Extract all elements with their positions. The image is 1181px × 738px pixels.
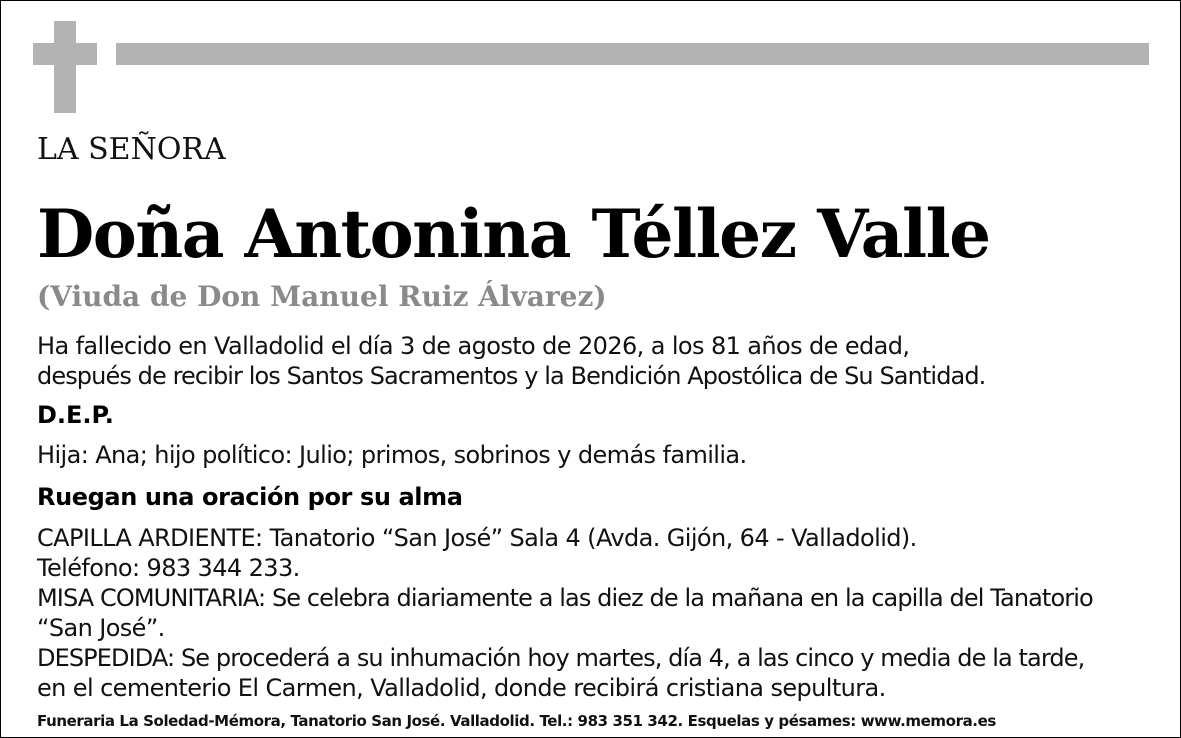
cross-icon-bar xyxy=(33,43,97,65)
chapel-line-2: Teléfono: 983 344 233. xyxy=(37,554,300,582)
deceased-name: Doña Antonina Téllez Valle xyxy=(37,195,990,273)
header-rule xyxy=(116,43,1149,65)
death-line-1: Ha fallecido en Valladolid el día 3 de agosto de 2026, a los 81 años de edad, xyxy=(37,332,910,360)
chapel-line-1: CAPILLA ARDIENTE: Tanatorio “San José” Sala 4 (Avda. Gijón, 64 - Valladolid). xyxy=(37,524,917,552)
mass-line-2: “San José”. xyxy=(37,614,165,642)
footer-contact: Funeraria La Soledad-Mémora, Tanatorio San José. Valladolid. Tel.: 983 351 342. Esquelas y pésames: www.memora.es xyxy=(37,712,996,730)
salutation: LA SEÑORA xyxy=(37,132,226,167)
cross-icon xyxy=(54,21,76,113)
mass-line-1: MISA COMUNITARIA: Se celebra diariamente a las diez de la mañana en la capilla del Tanatorio xyxy=(37,584,1093,612)
prayer-request: Ruegan una oración por su alma xyxy=(37,483,463,511)
widow-note: (Viuda de Don Manuel Ruiz Álvarez) xyxy=(37,280,607,313)
rip-label: D.E.P. xyxy=(37,401,114,429)
farewell-line-1: DESPEDIDA: Se procederá a su inhumación hoy martes, día 4, a las cinco y media de la tarde, xyxy=(37,644,1085,672)
farewell-line-2: en el cementerio El Carmen, Valladolid, donde recibirá cristiana sepultura. xyxy=(37,674,886,702)
death-line-2: después de recibir los Santos Sacramentos y la Bendición Apostólica de Su Santidad. xyxy=(37,362,986,390)
family-line: Hija: Ana; hijo político: Julio; primos, sobrinos y demás familia. xyxy=(37,441,747,469)
